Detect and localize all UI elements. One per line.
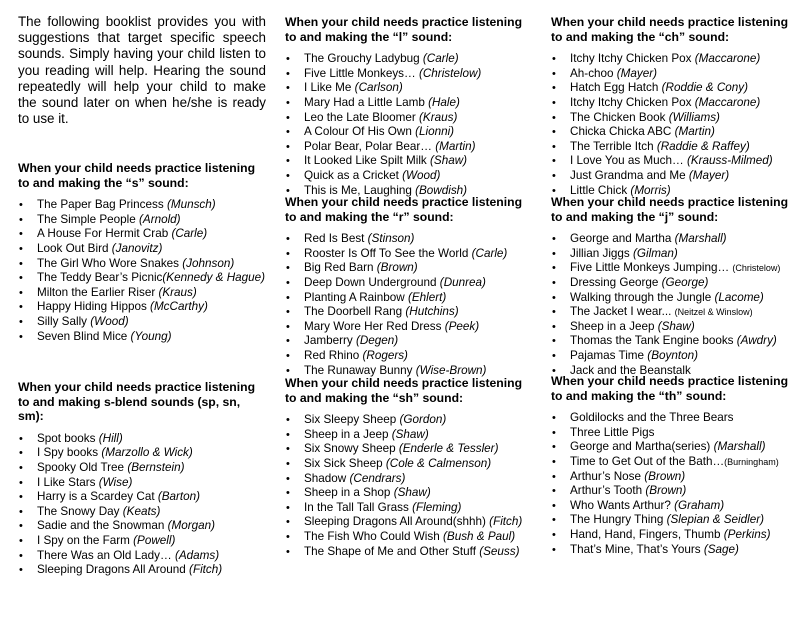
book-list-item xyxy=(551,320,796,335)
book-list-item xyxy=(551,247,796,262)
book-author: (Ehlert) xyxy=(407,290,447,304)
book-title: Sleeping Dragons All Around xyxy=(37,563,190,577)
book-title: It Looked Like Spilt Milk xyxy=(304,154,431,168)
book-list xyxy=(551,232,796,378)
book-list-item xyxy=(551,349,796,364)
book-title: The Shape of Me and Other Stuff xyxy=(304,544,480,558)
book-title: The Snowy Day xyxy=(37,504,123,518)
book-list-item xyxy=(551,276,796,291)
book-author: (Hill) xyxy=(98,431,123,445)
book-title: Hand, Hand, Fingers, Thumb xyxy=(570,527,724,541)
book-list-item xyxy=(285,472,535,487)
book-title: The Runaway Bunny xyxy=(304,363,416,377)
section-heading: When your child needs practice listening to and making the “r” sound: xyxy=(285,195,523,224)
book-author: (Munsch) xyxy=(166,198,216,212)
book-title: Pajamas Time xyxy=(570,348,648,362)
book-list-item xyxy=(551,125,796,140)
book-author: (Kraus) xyxy=(158,285,197,299)
book-list-item xyxy=(285,457,535,472)
book-list-item xyxy=(551,543,796,558)
book-author: (Mayer) xyxy=(688,168,730,182)
book-list-item xyxy=(18,300,266,315)
book-title: Leo the Late Bloomer xyxy=(304,110,420,124)
book-title: Spot books xyxy=(37,431,99,445)
book-list-item xyxy=(18,534,266,549)
book-title: Silly Sally xyxy=(37,314,91,328)
book-title: Dressing George xyxy=(570,275,662,289)
book-author: (George) xyxy=(661,275,709,289)
book-list xyxy=(18,432,266,578)
book-list-item xyxy=(285,291,535,306)
book-list xyxy=(285,52,535,198)
book-list-item xyxy=(285,81,535,96)
book-list-item xyxy=(551,426,796,441)
book-list-item xyxy=(551,52,796,67)
book-author: (Shaw) xyxy=(393,486,431,500)
book-author: (Seuss) xyxy=(479,544,520,558)
book-title: The Doorbell Rang xyxy=(304,305,406,319)
book-list-item xyxy=(18,490,266,505)
section-heading: When your child needs practice listening to and making the “ch” sound: xyxy=(551,15,789,44)
book-title: The Chicken Book xyxy=(570,110,669,124)
book-author: (Peek) xyxy=(444,319,480,333)
book-author: (Fleming) xyxy=(412,500,462,514)
book-title: Itchy Itchy Chicken Pox xyxy=(570,95,695,109)
book-author: (Wood) xyxy=(402,168,441,182)
book-list-item xyxy=(551,499,796,514)
book-author: (Morris) xyxy=(630,183,671,197)
book-author: (Degen) xyxy=(355,334,399,348)
book-title: Six Snowy Sheep xyxy=(304,442,399,456)
book-list-item xyxy=(18,330,266,345)
book-title: The Jacket I wear... xyxy=(570,305,675,319)
book-author: (Wise) xyxy=(98,475,133,489)
book-title: Rooster Is Off To See the World xyxy=(304,246,472,260)
book-title: I Like Me xyxy=(304,81,355,95)
book-title: Arthur’s Tooth xyxy=(570,484,646,498)
book-list-item xyxy=(551,470,796,485)
book-title: Goldilocks and the Three Bears xyxy=(570,411,734,425)
section-ch-sound xyxy=(551,15,796,198)
book-author: (Dunrea) xyxy=(439,275,486,289)
book-title: Just Grandma and Me xyxy=(570,168,689,182)
section-j-sound xyxy=(551,195,796,378)
book-list-item xyxy=(18,519,266,534)
book-author: (Marshall) xyxy=(713,440,766,454)
book-title: George and Martha xyxy=(570,232,675,246)
book-list xyxy=(18,198,266,344)
section-s-blend-sound xyxy=(18,380,266,578)
book-author: (Lacome) xyxy=(714,290,764,304)
section-heading: When your child needs practice listening to and making the “s” sound: xyxy=(18,161,256,190)
book-author: (Neitzel & Winslow) xyxy=(674,307,753,318)
book-list-item xyxy=(551,484,796,499)
book-list-item xyxy=(18,271,266,286)
book-list-item xyxy=(285,320,535,335)
book-title: Who Wants Arthur? xyxy=(570,498,675,512)
book-author: (Bowdish) xyxy=(415,183,468,197)
book-title: Five Little Monkeys… xyxy=(304,66,419,80)
book-author: (Young) xyxy=(130,329,172,343)
book-title: Sleeping Dragons All Around(shhh) xyxy=(304,515,490,529)
book-title: Quick as a Cricket xyxy=(304,168,403,182)
book-list-item xyxy=(551,528,796,543)
book-title: Polar Bear, Polar Bear… xyxy=(304,139,436,153)
book-author: (Christelow) xyxy=(732,263,781,274)
book-author: (Williams) xyxy=(668,110,720,124)
book-list-item xyxy=(551,154,796,169)
book-author: (Maccarone) xyxy=(694,95,761,109)
book-author: (Carle) xyxy=(171,227,208,241)
book-author: (Fitch) xyxy=(189,563,223,577)
book-list-item xyxy=(285,96,535,111)
book-list-item xyxy=(551,140,796,155)
book-title: The Simple People xyxy=(37,212,139,226)
book-list-item xyxy=(285,486,535,501)
book-list-item xyxy=(18,432,266,447)
book-author: (Martin) xyxy=(435,139,476,153)
book-author: (Shaw) xyxy=(430,154,468,168)
book-author: (Brown) xyxy=(644,469,686,483)
book-list-item xyxy=(18,242,266,257)
book-title: The Grouchy Ladybug xyxy=(304,52,423,66)
book-author: (Morgan) xyxy=(167,519,216,533)
book-author: (Graham) xyxy=(674,498,725,512)
book-title: A Colour Of His Own xyxy=(304,125,416,139)
intro-paragraph: The following booklist provides you with suggestions that target specific speech sounds. Simply having your child listen to you reading will help. Hearing the sound repeatedly will help your child to make the sound later on when he/she is ready to use it. xyxy=(18,14,266,127)
book-author: (Rogers) xyxy=(362,348,408,362)
book-title: Milton the Earlier Riser xyxy=(37,285,159,299)
book-author: (Martin) xyxy=(674,125,715,139)
book-title: Sadie and the Snowman xyxy=(37,519,168,533)
book-author: (Cendrars) xyxy=(349,471,406,485)
book-list-item xyxy=(285,67,535,82)
book-list-item xyxy=(551,169,796,184)
book-title: Look Out Bird xyxy=(37,241,112,255)
book-author: (Carlson) xyxy=(354,81,403,95)
book-author: (Mayer) xyxy=(616,66,658,80)
book-title: Chicka Chicka ABC xyxy=(570,125,675,139)
book-author: (Shaw) xyxy=(391,427,429,441)
book-author: (Gilman) xyxy=(633,246,678,260)
book-list-item xyxy=(285,261,535,276)
book-list-item xyxy=(551,291,796,306)
book-list-item xyxy=(551,513,796,528)
book-title: That’s Mine, That’s Yours xyxy=(570,542,704,556)
book-author: (Boynton) xyxy=(647,348,698,362)
book-title: Sheep in a Jeep xyxy=(304,427,392,441)
book-author: (Powell) xyxy=(133,533,176,547)
book-title: The Teddy Bear’s Picnic xyxy=(37,271,163,285)
book-author: (Gordon) xyxy=(399,413,447,427)
book-title: There Was an Old Lady… xyxy=(37,548,175,562)
book-list-item xyxy=(285,276,535,291)
book-list-item xyxy=(18,198,266,213)
book-title: The Hungry Thing xyxy=(570,513,667,527)
book-author: (Brown) xyxy=(376,261,418,275)
section-r-sound xyxy=(285,195,535,378)
book-author: (Wise-Brown) xyxy=(415,363,487,377)
column-1 xyxy=(18,0,266,577)
book-list-item xyxy=(285,349,535,364)
book-list-item xyxy=(551,96,796,111)
book-list xyxy=(551,411,796,557)
book-list-item xyxy=(285,111,535,126)
book-title: Itchy Itchy Chicken Pox xyxy=(570,52,695,66)
book-title: Shadow xyxy=(304,471,350,485)
book-author: (Carle) xyxy=(422,52,459,66)
book-title: Walking through the Jungle xyxy=(570,290,715,304)
book-author: (Christelow) xyxy=(418,66,482,80)
book-title: The Terrible Itch xyxy=(570,139,657,153)
book-list-item xyxy=(285,140,535,155)
book-title: Seven Blind Mice xyxy=(37,329,131,343)
book-author: (Brown) xyxy=(645,484,687,498)
book-list-item xyxy=(18,505,266,520)
section-l-sound xyxy=(285,15,535,198)
book-author: (Shaw) xyxy=(657,319,695,333)
book-title: I Like Stars xyxy=(37,475,99,489)
section-heading: When your child needs practice listening to and making s-blend sounds (sp, sn, sm): xyxy=(18,380,256,424)
book-list-item xyxy=(551,305,796,320)
book-list-item xyxy=(18,549,266,564)
book-title: George and Martha(series) xyxy=(570,440,714,454)
book-author: (Fitch) xyxy=(489,515,523,529)
book-author: (Enderle & Tessler) xyxy=(398,442,499,456)
book-list-item xyxy=(551,232,796,247)
book-title: This is Me, Laughing xyxy=(304,183,416,197)
book-title: Mary Had a Little Lamb xyxy=(304,95,429,109)
book-title: Happy Hiding Hippos xyxy=(37,300,151,314)
book-list-item xyxy=(551,455,796,470)
book-list-item xyxy=(18,461,266,476)
book-title: Thomas the Tank Engine books xyxy=(570,334,737,348)
book-author: (Keats) xyxy=(122,504,161,518)
book-author: (Barton) xyxy=(157,490,201,504)
book-list-item xyxy=(551,261,796,276)
book-author: (Johnson) xyxy=(182,256,235,270)
book-author: (Slepian & Seidler) xyxy=(666,513,765,527)
section-heading: When your child needs practice listening to and making the “th” sound: xyxy=(551,374,789,403)
book-list-item xyxy=(285,515,535,530)
book-title: Red Is Best xyxy=(304,232,368,246)
book-list-item xyxy=(285,232,535,247)
book-title: Sheep in a Shop xyxy=(304,486,394,500)
book-title: Three Little Pigs xyxy=(570,425,655,439)
book-list-item xyxy=(551,334,796,349)
book-author: (Krauss-Milmed) xyxy=(686,154,773,168)
book-author: (Kennedy & Hague) xyxy=(162,271,266,285)
book-list-item xyxy=(285,247,535,262)
book-title: Little Chick xyxy=(570,183,631,197)
book-author: (Bush & Paul) xyxy=(443,529,516,543)
book-author: (McCarthy) xyxy=(150,300,208,314)
book-author: (Janovitz) xyxy=(111,241,163,255)
book-title: Big Red Barn xyxy=(304,261,377,275)
section-heading: When your child needs practice listening to and making the “sh” sound: xyxy=(285,376,523,405)
book-title: Jillian Jiggs xyxy=(570,246,634,260)
book-author: (Cole & Calmenson) xyxy=(385,456,492,470)
book-title: I Love You as Much… xyxy=(570,154,687,168)
book-list-item xyxy=(18,213,266,228)
book-list-item xyxy=(285,169,535,184)
section-s-sound xyxy=(18,161,266,344)
book-author: (Bernstein) xyxy=(127,460,185,474)
book-list-item xyxy=(551,440,796,455)
book-list xyxy=(285,232,535,378)
book-list-item xyxy=(18,563,266,578)
book-list-item xyxy=(285,305,535,320)
book-author: (Stinson) xyxy=(367,232,415,246)
book-title: Harry is a Scardey Cat xyxy=(37,490,158,504)
book-author: (Raddie & Raffey) xyxy=(656,139,750,153)
book-list-item xyxy=(18,446,266,461)
book-author: (Hale) xyxy=(428,95,460,109)
book-title: Jamberry xyxy=(304,334,356,348)
book-title: I Spy books xyxy=(37,446,102,460)
book-title: Red Rhino xyxy=(304,348,363,362)
book-list-item xyxy=(285,442,535,457)
book-title: I Spy on the Farm xyxy=(37,533,134,547)
book-author: (Lionni) xyxy=(415,125,455,139)
book-list-item xyxy=(285,52,535,67)
book-list-item xyxy=(551,111,796,126)
book-list-item xyxy=(285,334,535,349)
book-title: Six Sleepy Sheep xyxy=(304,413,400,427)
book-title: Spooky Old Tree xyxy=(37,460,128,474)
book-title: Six Sick Sheep xyxy=(304,456,386,470)
section-heading: When your child needs practice listening to and making the “j” sound: xyxy=(551,195,789,224)
book-title: Sheep in a Jeep xyxy=(570,319,658,333)
book-title: Planting A Rainbow xyxy=(304,290,408,304)
book-title: The Paper Bag Princess xyxy=(37,198,167,212)
book-title: Deep Down Underground xyxy=(304,275,440,289)
section-heading: When your child needs practice listening to and making the “l” sound: xyxy=(285,15,523,44)
book-title: Time to Get Out of the Bath… xyxy=(570,454,725,468)
book-author: (Marzollo & Wick) xyxy=(101,446,193,460)
book-author: (Arnold) xyxy=(139,212,181,226)
book-author: (Kraus) xyxy=(419,110,458,124)
book-list-item xyxy=(285,154,535,169)
book-author: (Marshall) xyxy=(674,232,727,246)
book-list-item xyxy=(285,413,535,428)
book-list-item xyxy=(18,227,266,242)
book-list-item xyxy=(285,501,535,516)
section-sh-sound xyxy=(285,376,535,559)
book-list xyxy=(285,413,535,559)
book-title: Five Little Monkeys Jumping… xyxy=(570,261,733,275)
book-list-item xyxy=(285,545,535,560)
book-list-item xyxy=(285,428,535,443)
book-list-item xyxy=(285,530,535,545)
book-title: Mary Wore Her Red Dress xyxy=(304,319,445,333)
book-author: (Hutchins) xyxy=(405,305,459,319)
book-author: (Burningham) xyxy=(724,456,779,467)
book-list-item xyxy=(18,257,266,272)
book-list-item xyxy=(551,411,796,426)
book-title: Ah-choo xyxy=(570,66,617,80)
book-author: (Roddie & Cony) xyxy=(661,81,749,95)
book-title: Arthur’s Nose xyxy=(570,469,645,483)
book-author: (Awdry) xyxy=(736,334,777,348)
book-author: (Maccarone) xyxy=(694,52,761,66)
book-title: The Fish Who Could Wish xyxy=(304,529,443,543)
book-list xyxy=(551,52,796,198)
book-author: (Wood) xyxy=(90,314,129,328)
book-author: (Perkins) xyxy=(723,527,771,541)
book-list-item xyxy=(18,315,266,330)
book-author: (Sage) xyxy=(703,542,739,556)
book-list-item xyxy=(551,81,796,96)
book-list-item xyxy=(551,67,796,82)
book-title: Hatch Egg Hatch xyxy=(570,81,662,95)
book-list-item xyxy=(18,286,266,301)
section-th-sound xyxy=(551,374,796,557)
book-list-item xyxy=(285,125,535,140)
book-title: The Girl Who Wore Snakes xyxy=(37,256,183,270)
book-author: (Adams) xyxy=(174,548,220,562)
book-title: In the Tall Tall Grass xyxy=(304,500,413,514)
book-list-item xyxy=(18,476,266,491)
book-author: (Carle) xyxy=(471,246,508,260)
book-title: A House For Hermit Crab xyxy=(37,227,172,241)
book-title: Jack and the Beanstalk xyxy=(570,363,691,377)
